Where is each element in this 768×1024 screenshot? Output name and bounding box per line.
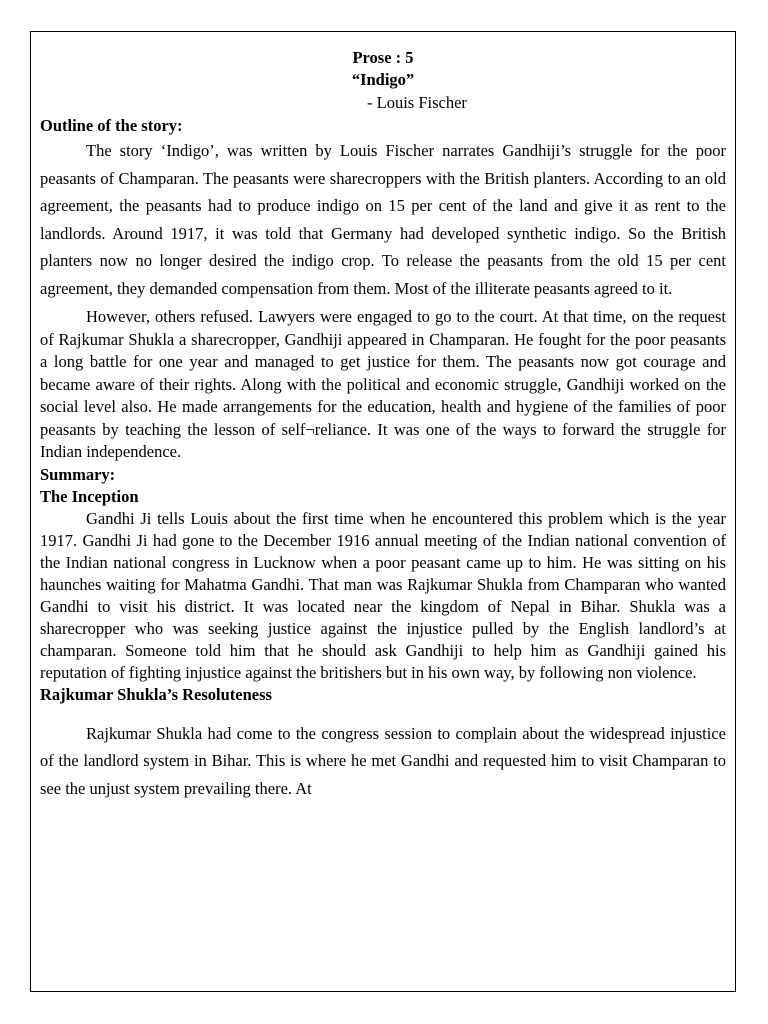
outline-paragraph-2: However, others refused. Lawyers were engaged to go to the court. At that time, on the request of Rajkumar Shukla a sharecropper, Gandhiji appeared in Champaran. He fought for the poor peasants a long battle for one year and managed to get justice for them. The peasants now got courage and became aware of their rights. Along with the political and economic struggle, Gandhiji worked on the social level also. He made arrangements for the education, health and hygiene of the families of poor peasants by teaching the lesson of self¬reliance. It was one of the ways to forward the struggle for Indian independence. bbox=[40, 307, 726, 461]
outline-paragraph-1: The story ‘Indigo’, was written by Louis Fischer narrates Gandhiji’s struggle for the poor peasants of Champaran. The peasants were sharecroppers with the British planters. According to an old agreement, the peasants had to produce indigo on 15 per cent of the land and give it as rent to the landlords. Around 1917, it was told that Germany had developed synthetic indigo. So the British planters now no longer desired the indigo crop. To release the peasants from the old 15 per cent agreement, they demanded compensation from them. Most of the illiterate peasants agreed to it. bbox=[40, 141, 726, 298]
author-line: - Louis Fischer bbox=[367, 93, 467, 112]
resoluteness-paragraph: Rajkumar Shukla had come to the congress session to complain about the widespread injustice of the landlord system in Bihar. This is where he met Gandhi and requested him to visit Champaran to see the unjust system prevailing there. At bbox=[40, 723, 726, 798]
prose-number: Prose : 5 bbox=[352, 48, 414, 67]
inception-heading: The Inception bbox=[40, 486, 139, 506]
inception-paragraph: Gandhi Ji tells Louis about the first time when he encountered this problem which is the year 1917. Gandhi Ji had gone to the December 1916 annual meeting of the Indian national convention of the Indian national congress in Lucknow when a poor peasant came up to him. He was sitting on his haunches waiting for Mahatma Gandhi. That man was Rajkumar Shukla from Champaran who wanted Gandhi to visit his district. It was located near the kingdom of Nepal in Bihar. Shukla was a sharecropper who was seeking justice against the injustice pulled by the English landlord’s at champaran. Someone told him that he should ask Gandhiji to help him as Gandhiji gained his reputation of fighting injustice against the britishers but in his own way, by following non violence. bbox=[40, 508, 726, 682]
summary-heading: Summary: bbox=[40, 464, 116, 484]
page-border bbox=[30, 31, 736, 992]
outline-heading: Outline of the story: bbox=[40, 116, 183, 135]
resoluteness-heading: Rajkumar Shukla’s Resoluteness bbox=[40, 684, 272, 704]
story-title: “Indigo” bbox=[351, 70, 415, 89]
document-body bbox=[40, 47, 726, 802]
